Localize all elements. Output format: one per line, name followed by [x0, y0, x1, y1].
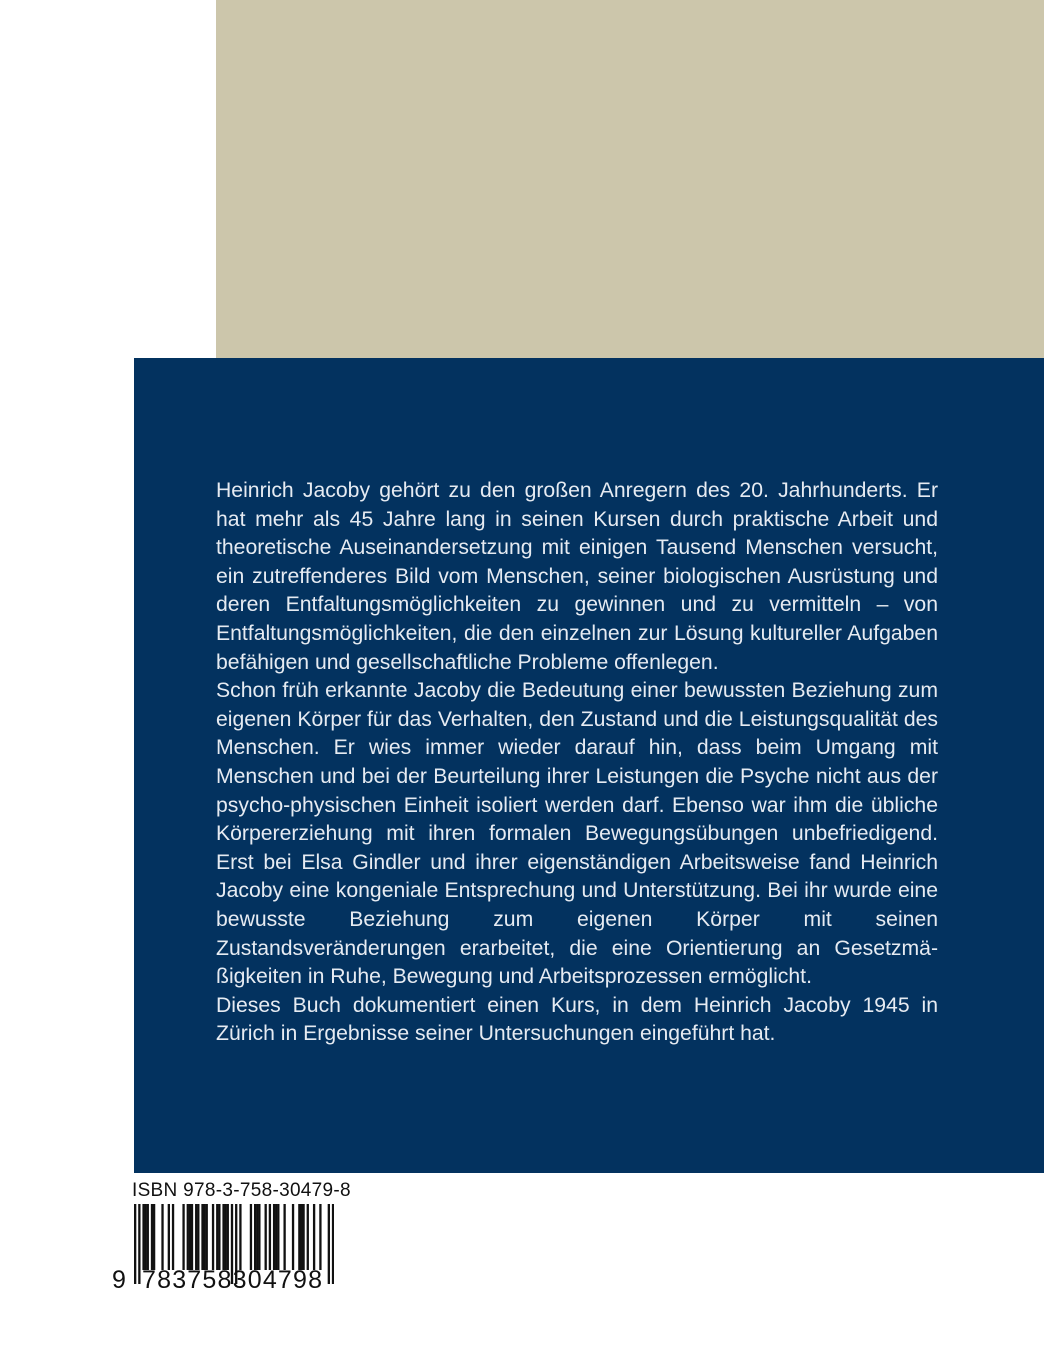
- barcode-bar: [153, 1204, 155, 1270]
- barcode-bar: [265, 1204, 267, 1270]
- barcode-bar: [147, 1204, 149, 1270]
- barcode-bar: [328, 1204, 330, 1284]
- barcode-bar: [197, 1204, 199, 1270]
- barcode-bar: [292, 1204, 294, 1270]
- barcode-bar: [182, 1204, 184, 1270]
- barcode-bar: [277, 1204, 279, 1270]
- barcode-bar: [250, 1204, 252, 1270]
- barcode-bar: [151, 1204, 153, 1270]
- barcode-bar: [172, 1204, 174, 1270]
- barcode-bar: [203, 1204, 205, 1270]
- barcode-bar: [201, 1204, 203, 1270]
- barcode-bar: [168, 1204, 170, 1270]
- barcode-bar: [206, 1204, 208, 1270]
- beige-panel: [216, 0, 1044, 358]
- barcode-bar: [134, 1204, 136, 1284]
- back-cover-blurb: [216, 477, 938, 1049]
- barcode-bar: [216, 1204, 218, 1270]
- barcode-bar: [302, 1204, 304, 1270]
- barcode-bar: [298, 1204, 300, 1270]
- barcode-lead-digit: 9: [112, 1266, 126, 1294]
- barcode-bar: [258, 1204, 260, 1270]
- barcode-bar: [225, 1204, 227, 1270]
- barcode-bar: [332, 1204, 334, 1284]
- barcode-bar: [189, 1204, 191, 1270]
- barcode-bar: [307, 1204, 309, 1270]
- blurb-paragraph-2: Schon früh erkannte Jacoby die Bedeutung einer bewussten Beziehung zum eigenen Körper für das Verhalten, den Zustand und die Leistungsqualität des Menschen. Er wies immer wieder darauf hin, dass beim Umgang mit Menschen und bei der Beurteilung ihrer Leistungen die Psyche nicht aus der psycho-physischen Einheit isoliert werden darf. Ebenso war ihm die übliche Körpererziehung mit ihren formalen Bewegungsübungen unbefriedigend. Erst bei Elsa Gindler und ihrer eigenständigen Arbeitsweise fand Heinrich Jacoby eine kongeniale Entsprechung und Unterstützung. Bei ihr wurde eine bewusste Beziehung zum eigenen Körper mit seinen Zustandsveränderungen erarbeitet, die eine Orientierung an Gesetzmäßigkeiten in Ruhe, Bewegung und Arbeitsprozessen ermöglicht.: [216, 679, 938, 989]
- barcode-bar: [145, 1204, 147, 1270]
- barcode-bar: [161, 1204, 163, 1270]
- barcode-bar: [256, 1204, 258, 1270]
- barcode-bar: [239, 1204, 241, 1270]
- isbn-label: ISBN 978-3-758-30479-8: [132, 1180, 351, 1201]
- barcode-bar: [269, 1204, 271, 1270]
- barcode-bar: [300, 1204, 302, 1270]
- barcode-bar: [191, 1204, 193, 1270]
- barcode-bar: [187, 1204, 189, 1270]
- barcode-bar: [222, 1204, 224, 1270]
- barcode-bar: [275, 1204, 277, 1270]
- isbn-barcode-block: [112, 1180, 351, 1300]
- barcode-bar: [142, 1204, 144, 1270]
- barcode-bar: [195, 1204, 197, 1270]
- blurb-paragraph-1: Heinrich Jacoby gehört zu den großen Anregern des 20. Jahrhunderts. Er hat mehr als 45 Jahre lang in seinen Kursen durch praktische Arbeit und theoretische Auseinandersetzung mit einigen Tausend Menschen versucht, ein zutreffenderes Bild vom Menschen, seiner biologischen Ausrüstung und deren Entfaltungsmöglichkeiten zu gewinnen und zu vermitteln – von Entfaltungsmöglichkeiten, die den einzelnen zur Lösung kultureller Aufgaben befähigen und gesellschaftliche Probleme offenlegen.: [216, 479, 938, 674]
- barcode-bar: [138, 1204, 140, 1284]
- blurb-paragraph-3: Dieses Buch dokumentiert einen Kurs, in dem Heinrich Jacoby 1945 in Zürich in Ergebnisse seiner Untersuchungen eingeführt hat.: [216, 993, 938, 1046]
- barcode-bar: [212, 1204, 214, 1270]
- barcode-bar: [273, 1204, 275, 1270]
- barcode-bar: [254, 1204, 256, 1270]
- barcode-digits: 783758304798: [142, 1266, 324, 1294]
- barcode-bar: [283, 1204, 285, 1270]
- barcode-bar: [319, 1204, 321, 1270]
- barcode-bar: [218, 1204, 220, 1270]
- barcode-bar: [227, 1204, 229, 1270]
- barcode-bar: [313, 1204, 315, 1270]
